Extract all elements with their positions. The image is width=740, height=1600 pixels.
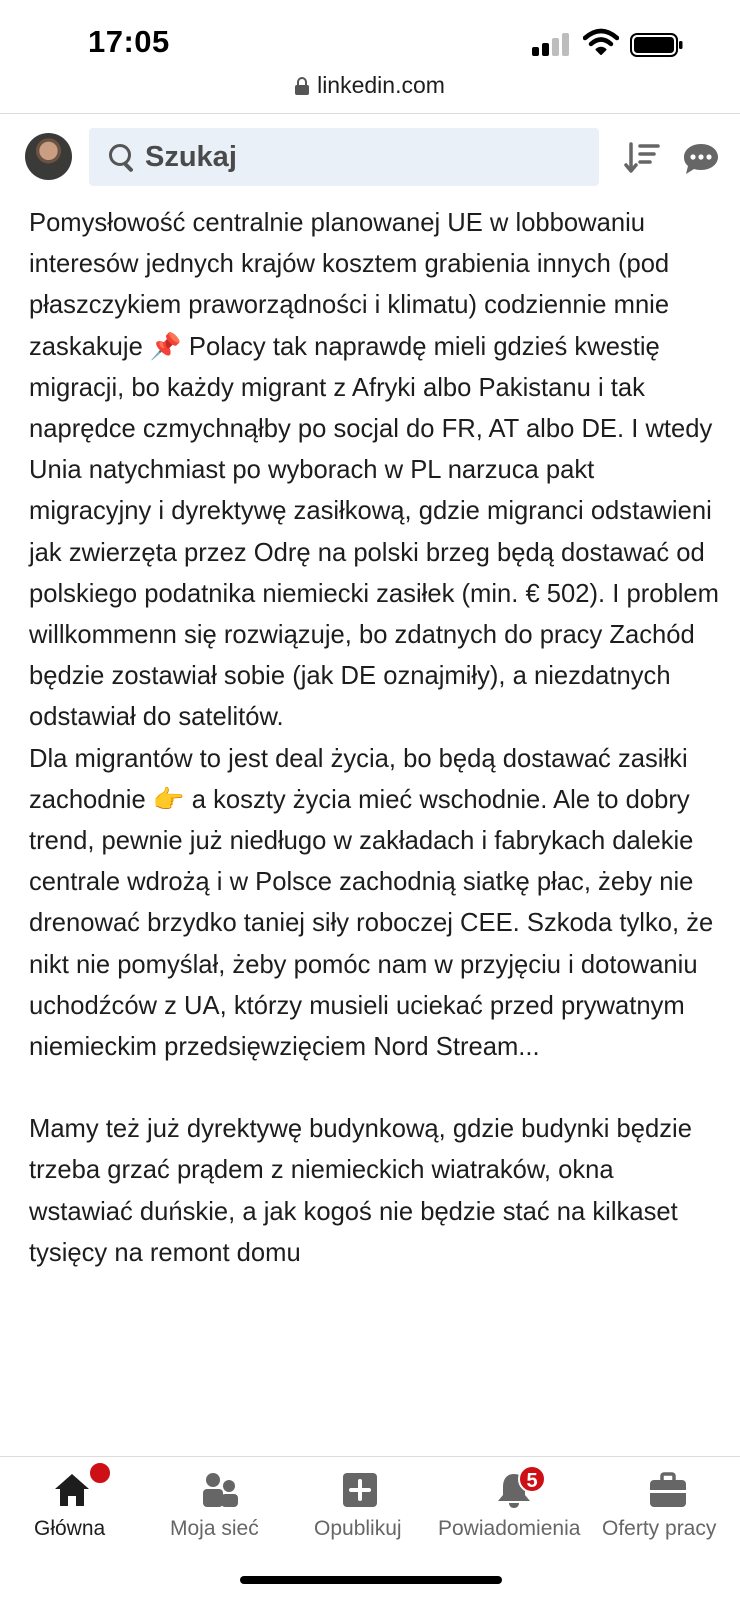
briefcase-icon (648, 1471, 688, 1509)
cellular-signal-icon (532, 32, 572, 56)
app-header (0, 114, 740, 202)
home-badge (88, 1461, 112, 1485)
nav-notifications[interactable] (434, 1457, 594, 1557)
nav-home-label: Główna (34, 1517, 106, 1540)
search-placeholder: Szukaj (145, 140, 237, 173)
nav-post-label: Opublikuj (314, 1517, 402, 1540)
lock-icon (295, 77, 309, 95)
post-text (29, 203, 719, 1274)
search-input[interactable] (89, 128, 599, 186)
wifi-icon (583, 28, 619, 56)
nav-jobs-label: Oferty pracy (602, 1517, 717, 1540)
status-bar (0, 0, 740, 70)
post-paragraph-3: Mamy też już dyrektywę budynkową, gdzie budynki będzie trzeba grzać prądem z niemieckich wiatraków, okna wstawiać duńskie, a jak kogoś nie będzie stać na kilkaset tysięcy na remont domu (29, 1115, 692, 1267)
messaging-icon[interactable] (682, 142, 720, 176)
post-paragraph-1: Pomysłowość centralnie planowanej UE w lobbowaniu interesów jednych krajów kosztem grabienia innych (pod płaszczykiem praworządności i klimatu) codziennie mnie zaskakuje 📌 Polacy tak naprawdę mieli gdzieś kwestię migracji, bo każdy migrant z Afryki albo Pakistanu i tak naprędce czmychnąłby po socjal do FR, AT albo DE. I wtedy Unia natychmiast po wyborach w PL narzuca pakt migracyjny i dyrektywę zasiłkową, gdzie migranci odstawieni jak zwierzęta przez Odrę na polski brzeg będą dostawać od polskiego podatnika niemiecki zasiłek (min. € 502). I problem willkommenn się rozwiązuje, bo zdatnych do pracy Zachód będzie zostawiał sobie (jak DE oznajmiły), a niezdatnych odstawiał do satelitów. (29, 209, 719, 732)
post-paragraph-2: Dla migrantów to jest deal życia, bo będą dostawać zasiłki zachodnie 👉 a koszty życia mieć wschodnie. Ale to dobry trend, pewnie już niedługo w zakładach i fabrykach dalekie centrale wdrożą i w Polsce zachodnią siatkę płac, żeby nie drenować brzydko taniej siły roboczej CEE. Szkoda tylko, że nikt nie pomyślał, żeby pomóc nam w przyjęciu i dotowaniu uchodźców z UA, którzy musieli uciekać przed prywatnym niemieckim przedsięwzięciem Nord Stream... (29, 744, 714, 1062)
url-text: linkedin.com (317, 72, 445, 98)
avatar[interactable] (25, 133, 72, 180)
plus-box-icon (340, 1471, 380, 1509)
nav-post[interactable] (306, 1457, 416, 1557)
sort-filter-icon[interactable] (624, 140, 660, 176)
nav-network-label: Moja sieć (170, 1517, 259, 1540)
nav-notifications-label: Powiadomienia (438, 1517, 581, 1540)
nav-home[interactable] (20, 1457, 120, 1557)
status-time: 17:05 (88, 24, 170, 59)
home-indicator[interactable] (240, 1576, 502, 1584)
browser-url-bar[interactable] (0, 70, 740, 114)
search-icon (107, 142, 137, 172)
battery-icon (630, 33, 684, 57)
people-icon (200, 1471, 240, 1509)
nav-network[interactable] (160, 1457, 280, 1557)
notifications-badge: 5 (518, 1465, 546, 1493)
nav-jobs[interactable] (600, 1457, 736, 1557)
home-icon (52, 1471, 92, 1509)
